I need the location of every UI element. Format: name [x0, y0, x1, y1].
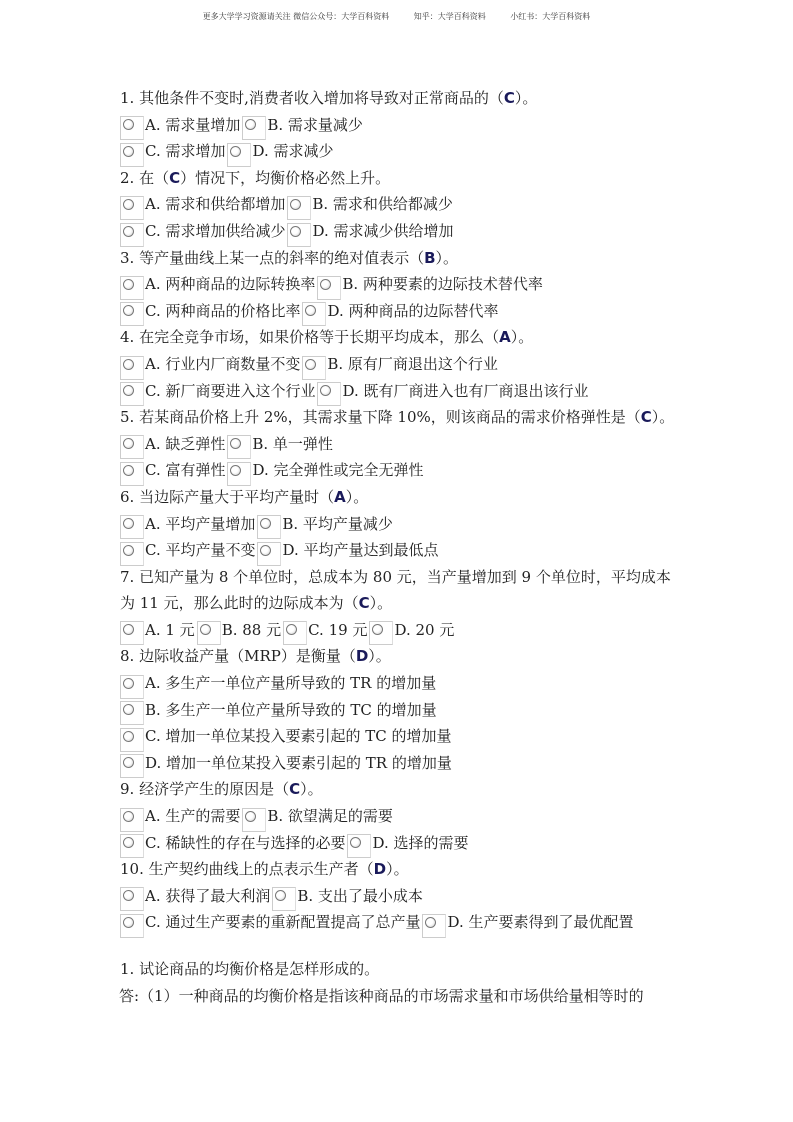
radio-button[interactable]	[257, 515, 281, 539]
option-row	[120, 191, 680, 218]
answer-letter: C	[503, 89, 515, 107]
question-7	[120, 564, 680, 644]
stem-text-end: ）。	[435, 248, 459, 267]
spacer	[120, 936, 680, 956]
option-label: A. 需求和供给都增加	[145, 195, 286, 214]
radio-button[interactable]	[120, 515, 144, 539]
question-stem	[120, 165, 680, 192]
radio-button[interactable]	[422, 914, 446, 938]
answer-letter: A	[334, 487, 346, 506]
radio-button[interactable]	[120, 462, 144, 486]
radio-button[interactable]	[227, 462, 251, 486]
option-label: A. 缺乏弹性	[145, 434, 226, 453]
option-label: A. 两种商品的边际转换率	[145, 275, 316, 294]
radio-button[interactable]	[120, 914, 144, 938]
radio-button[interactable]	[369, 621, 393, 645]
radio-button[interactable]	[272, 887, 296, 911]
stem-text-end: ）情况下，均衡价格必然上升。	[180, 168, 391, 187]
option-row	[120, 697, 680, 724]
question-stem	[120, 324, 680, 351]
stem-text-end: ）。	[300, 780, 323, 799]
option-row	[120, 537, 680, 564]
option-row	[120, 617, 680, 644]
option-row	[120, 431, 680, 458]
option-label: A. 平均产量增加	[145, 514, 256, 533]
radio-button[interactable]	[302, 356, 326, 380]
option-row	[120, 883, 680, 910]
option-b[interactable]	[287, 191, 455, 218]
question-stem	[120, 404, 680, 431]
option-label: D. 生产要素得到了最优配置	[447, 913, 634, 932]
option-label: A. 获得了最大利润	[145, 886, 271, 905]
option-label: C. 富有弹性	[145, 461, 226, 480]
option-a[interactable]	[120, 191, 287, 218]
question-stem	[120, 643, 680, 670]
option-row	[120, 138, 680, 165]
stem-text-end: ）。	[369, 594, 393, 613]
option-d[interactable]	[369, 617, 456, 644]
answer-letter: B	[424, 248, 436, 267]
radio-button[interactable]	[120, 356, 144, 380]
option-row	[120, 112, 680, 139]
option-a[interactable]	[120, 670, 438, 697]
option-label: B. 单一弹性	[252, 434, 333, 453]
option-row	[120, 298, 680, 325]
radio-button[interactable]	[287, 196, 311, 220]
option-label: C. 通过生产要素的重新配置提高了总产量	[145, 913, 421, 932]
radio-button[interactable]	[120, 116, 144, 140]
radio-button[interactable]	[120, 808, 144, 832]
stem-text: 4. 在完全竞争市场，如果价格等于长期平均成本，那么（	[120, 328, 500, 347]
question-stem	[120, 484, 680, 511]
question-stem	[120, 856, 680, 883]
question-6	[120, 484, 680, 564]
radio-button[interactable]	[197, 621, 221, 645]
radio-button[interactable]	[242, 808, 266, 832]
option-label: D. 增加一单位某投入要素引起的 TR 的增加量	[145, 753, 452, 772]
page-header	[0, 11, 793, 22]
option-label: C. 增加一单位某投入要素引起的 TC 的增加量	[145, 727, 452, 746]
option-label: B. 原有厂商退出这个行业	[327, 354, 498, 373]
option-d[interactable]	[317, 378, 590, 405]
stem-text-end: ）。	[514, 89, 538, 107]
stem-text: 7. 已知产量为 8 个单位时，总成本为 80 元，当产量增加到 9 个单位时，平均成本为 11 元，那么此时的边际成本为（	[120, 567, 671, 613]
radio-button[interactable]	[120, 887, 144, 911]
option-c[interactable]	[120, 830, 347, 857]
option-row	[120, 723, 680, 750]
answer-letter: C	[289, 780, 301, 799]
radio-button[interactable]	[302, 302, 326, 326]
option-c[interactable]	[120, 723, 454, 750]
radio-button[interactable]	[317, 382, 341, 406]
option-label: B. 多生产一单位产量所导致的 TC 的增加量	[145, 700, 437, 719]
radio-button[interactable]	[120, 754, 144, 778]
option-label: B. 支出了最小成本	[297, 886, 423, 905]
header-wechat: 更多大学学习资源请关注 微信公众号：大学百科资料	[202, 12, 390, 21]
stem-text: 3. 等产量曲线上某一点的斜率的绝对值表示（	[120, 248, 425, 267]
answer-letter: C	[169, 168, 181, 187]
option-a[interactable]	[120, 511, 257, 538]
option-label: B. 平均产量减少	[282, 514, 393, 533]
radio-button[interactable]	[120, 276, 144, 300]
option-d[interactable]	[227, 457, 425, 484]
option-label: C. 两种商品的价格比率	[145, 301, 301, 320]
option-row	[120, 351, 680, 378]
radio-button[interactable]	[120, 542, 144, 566]
essay-answer: 答:（1）一种商品的均衡价格是指该种商品的市场需求量和市场供给量相等时的	[119, 986, 644, 1005]
answer-letter: D	[355, 647, 369, 666]
stem-text: 5. 若某商品价格上升 2%，其需求量下降 10%，则该商品的需求价格弹性是（	[120, 408, 641, 427]
radio-button[interactable]	[227, 143, 251, 167]
option-a[interactable]	[120, 803, 242, 830]
option-row	[120, 830, 680, 857]
question-1	[120, 85, 680, 165]
option-label: D. 需求减少	[252, 142, 334, 161]
option-label: C. 需求增加供给减少	[145, 221, 286, 240]
option-a[interactable]	[120, 883, 272, 910]
question-stem	[120, 245, 680, 272]
option-label: B. 欲望满足的需要	[267, 807, 393, 826]
question-3	[120, 245, 680, 325]
option-label: B. 88 元	[221, 620, 282, 639]
option-label: A. 1 元	[145, 620, 195, 639]
radio-button[interactable]	[120, 834, 144, 858]
stem-text-end: ）。	[651, 408, 675, 427]
option-label: C. 平均产量不变	[145, 541, 256, 560]
radio-button[interactable]	[120, 675, 144, 699]
radio-button[interactable]	[120, 382, 144, 406]
option-label: D. 需求减少供给增加	[312, 221, 454, 240]
option-b[interactable]	[197, 617, 283, 644]
option-d[interactable]	[302, 298, 500, 325]
question-stem	[120, 564, 680, 617]
option-a[interactable]	[120, 351, 302, 378]
option-b[interactable]	[242, 803, 395, 830]
option-a[interactable]	[120, 431, 227, 458]
answer-letter: C	[640, 408, 652, 427]
stem-text-end: ）。	[345, 487, 369, 506]
radio-button[interactable]	[347, 834, 371, 858]
option-b[interactable]	[120, 697, 439, 724]
option-row	[120, 457, 680, 484]
radio-button[interactable]	[242, 116, 266, 140]
option-c[interactable]	[120, 138, 227, 165]
option-c[interactable]	[120, 537, 257, 564]
option-label: D. 既有厂商进入也有厂商退出该行业	[342, 381, 589, 400]
option-a[interactable]	[120, 112, 242, 139]
option-b[interactable]	[257, 511, 395, 538]
option-a[interactable]	[120, 271, 317, 298]
option-row	[120, 909, 680, 936]
option-label: D. 平均产量达到最低点	[282, 541, 439, 560]
essay-question: 1. 试论商品的均衡价格是怎样形成的。	[120, 960, 380, 978]
question-2	[120, 165, 680, 245]
radio-button[interactable]	[283, 621, 307, 645]
radio-button[interactable]	[317, 276, 341, 300]
option-row	[120, 803, 680, 830]
option-row	[120, 670, 680, 697]
option-b[interactable]	[317, 271, 545, 298]
option-label: C. 19 元	[308, 620, 368, 639]
option-row	[120, 271, 680, 298]
option-label: D. 完全弹性或完全无弹性	[252, 461, 424, 480]
option-b[interactable]	[272, 883, 425, 910]
option-c[interactable]	[120, 378, 317, 405]
option-b[interactable]	[227, 431, 335, 458]
option-b[interactable]	[302, 351, 500, 378]
question-stem	[120, 776, 680, 803]
question-stem	[120, 85, 680, 112]
option-label: A. 需求量增加	[145, 115, 241, 134]
option-c[interactable]	[120, 457, 227, 484]
answer-letter: C	[358, 594, 370, 613]
option-d[interactable]	[287, 218, 455, 245]
stem-text-end: ）。	[386, 860, 409, 879]
radio-button[interactable]	[120, 701, 144, 725]
option-c[interactable]	[120, 298, 302, 325]
radio-button[interactable]	[287, 223, 311, 247]
option-d[interactable]	[257, 537, 440, 564]
stem-text: 9. 经济学产生的原因是（	[120, 780, 290, 799]
option-label: D. 20 元	[394, 620, 455, 639]
answer-letter: D	[373, 860, 387, 879]
option-d[interactable]	[347, 830, 470, 857]
option-c[interactable]	[120, 909, 422, 936]
question-list	[120, 85, 680, 936]
question-4	[120, 324, 680, 404]
option-label: A. 多生产一单位产量所导致的 TR 的增加量	[145, 674, 437, 693]
radio-button[interactable]	[227, 435, 251, 459]
stem-text: 6. 当边际产量大于平均产量时（	[120, 487, 335, 506]
option-label: C. 需求增加	[145, 142, 226, 161]
option-label: D. 两种商品的边际替代率	[327, 301, 499, 320]
question-9	[120, 776, 680, 856]
stem-text: 1. 其他条件不变时,消费者收入增加将导致对正常商品的（	[120, 89, 504, 107]
option-label: A. 生产的需要	[145, 807, 241, 826]
option-label: B. 需求量减少	[267, 115, 363, 134]
option-b[interactable]	[242, 112, 365, 139]
option-label: B. 两种要素的边际技术替代率	[342, 275, 543, 294]
stem-text-end: ）。	[368, 647, 391, 666]
option-label: C. 新厂商要进入这个行业	[145, 381, 316, 400]
radio-button[interactable]	[120, 223, 144, 247]
stem-text-end: ）。	[510, 328, 534, 347]
option-row	[120, 511, 680, 538]
header-xiaohongshu: 小红书：大学百科资料	[510, 12, 591, 21]
option-row	[120, 750, 680, 777]
stem-text: 10. 生产契约曲线上的点表示生产者（	[120, 860, 374, 879]
radio-button[interactable]	[257, 542, 281, 566]
option-d[interactable]	[227, 138, 335, 165]
radio-button[interactable]	[120, 621, 144, 645]
header-zhihu: 知乎：大学百科资料	[413, 12, 486, 21]
option-label: C. 稀缺性的存在与选择的必要	[145, 833, 346, 852]
option-d[interactable]	[120, 750, 454, 777]
option-row	[120, 218, 680, 245]
stem-text: 8. 边际收益产量（MRP）是衡量（	[120, 647, 356, 666]
option-c[interactable]	[120, 218, 287, 245]
radio-button[interactable]	[120, 143, 144, 167]
question-10	[120, 856, 680, 936]
radio-button[interactable]	[120, 435, 144, 459]
option-a[interactable]	[120, 617, 197, 644]
question-8	[120, 643, 680, 776]
radio-button[interactable]	[120, 302, 144, 326]
option-d[interactable]	[422, 909, 635, 936]
option-label: B. 需求和供给都减少	[312, 195, 453, 214]
option-row	[120, 378, 680, 405]
option-label: D. 选择的需要	[372, 833, 469, 852]
option-c[interactable]	[283, 617, 369, 644]
radio-button[interactable]	[120, 728, 144, 752]
option-label: A. 行业内厂商数量不变	[145, 354, 301, 373]
radio-button[interactable]	[120, 196, 144, 220]
answer-letter: A	[499, 328, 511, 347]
stem-text: 2. 在（	[120, 168, 170, 187]
quiz-content	[120, 85, 680, 1009]
question-5	[120, 404, 680, 484]
